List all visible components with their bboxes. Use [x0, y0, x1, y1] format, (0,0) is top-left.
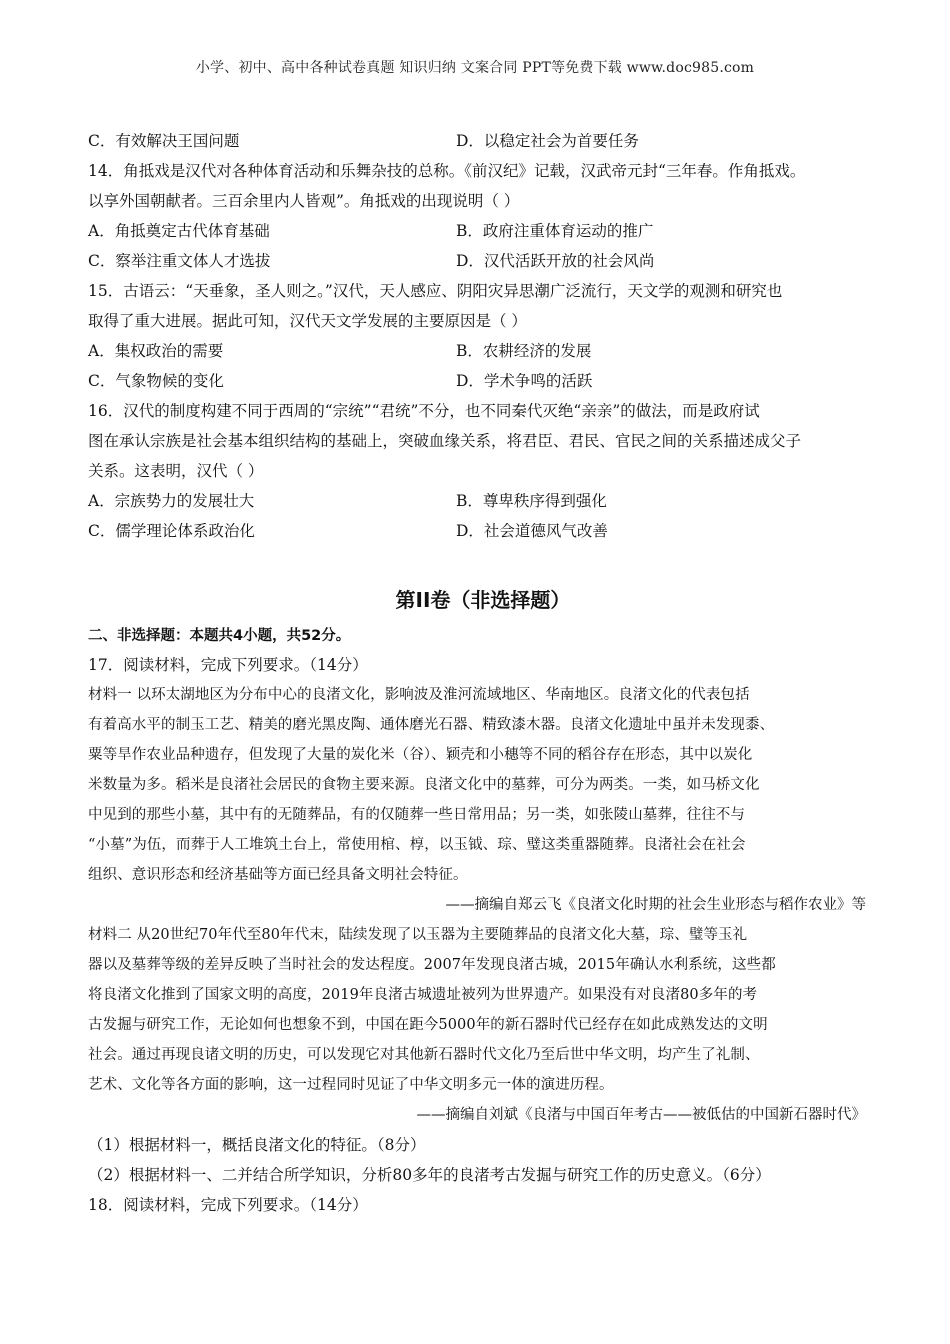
q13-option-d: D．以稳定社会为首要任务 [456, 132, 639, 150]
part2-title: 第II卷（非选择题） [395, 588, 571, 612]
q17-subquestion-2: （2）根据材料一、二并结合所学知识，分析80多年的良渚考古发掘与研究工作的历史意义。（6分） [88, 1166, 771, 1184]
q15-option-b: B．农耕经济的发展 [456, 342, 592, 360]
q15-options-ab [88, 336, 878, 366]
q15-stem-line2: 取得了重大进展。据此可知，汉代天文学发展的主要原因是（ ） [88, 312, 527, 330]
q13-option-c: C．有效解决王国问题 [88, 132, 240, 150]
q17-material1-source: ——摘编自郑云飞《良渚文化时期的社会生业形态与稻作农业》等 [445, 897, 866, 913]
q14-option-a: A．角抵奠定古代体育基础 [88, 222, 270, 240]
q14-options-cd [88, 246, 878, 276]
q14-stem-line2: 以享外国朝献者。三百余里内人皆观”。角抵戏的出现说明（ ） [88, 192, 520, 210]
q17-material1-line: 材料一 以环太湖地区为分布中心的良渚文化，影响波及淮河流域地区、华南地区。良渚文化的代表包括 [88, 687, 750, 703]
q17-material1-line: 有着高水平的制玉工艺、精美的磨光黑皮陶、通体磨光石器、精致漆木器。良渚文化遗址中虽并未发现黍、 [88, 717, 775, 733]
part2-subtitle: 二、非选择题：本题共4小题，共52分。 [88, 628, 351, 644]
q16-option-a: A．宗族势力的发展壮大 [88, 492, 255, 510]
q17-material2-line: 社会。通过再现良诸文明的历史，可以发现它对其他新石器时代文化乃至后世中华文明，均产生了礼制、 [88, 1047, 760, 1063]
q15-option-c: C．气象物候的变化 [88, 372, 224, 390]
q15-option-d: D．学术争鸣的活跃 [456, 372, 593, 390]
q17-material2-line: 将良渚文化推到了国家文明的高度，2019年良渚古城遗址被列为世界遗产。如果没有对良渚80多年的考 [88, 987, 758, 1003]
q16-stem-line3: 关系。这表明，汉代（ ） [88, 462, 264, 480]
q16-options-cd [88, 516, 878, 546]
q15-option-a: A．集权政治的需要 [88, 342, 224, 360]
q15-options-cd [88, 366, 878, 396]
q17-material2-line: 艺术、文化等各方面的影响，这一过程同时见证了中华文明多元一体的演进历程。 [88, 1077, 614, 1093]
q14-stem-line1: 14．角抵戏是汉代对各种体育活动和乐舞杂技的总称。《前汉纪》记载，汉武帝元封“三年春。作角抵戏。 [88, 162, 806, 180]
exam-content [88, 126, 878, 1220]
q15-stem-line1: 15．古语云：“天垂象，圣人则之。”汉代，天人感应、阴阳灾异思潮广泛流行，天文学的观测和研究也 [88, 282, 783, 300]
q17-material1-line: “小墓”为伍，而葬于人工堆筑土台上，常使用棺、椁，以玉钺、琮、璧这类重器随葬。良渚社会在社会 [88, 837, 746, 853]
q16-option-c: C．儒学理论体系政治化 [88, 522, 255, 540]
q17-material2-line: 器以及墓葬等级的差异反映了当时社会的发达程度。2007年发现良渚古城，2015年确认水利系统，这些都 [88, 957, 776, 973]
q16-option-d: D．社会道德风气改善 [456, 522, 608, 540]
q16-stem-line1: 16．汉代的制度构建不同于西周的“宗统”“君统”不分，也不同秦代灭绝“亲亲”的做法，而是政府试 [88, 402, 760, 420]
q18-stem: 18．阅读材料，完成下列要求。（14分） [88, 1196, 368, 1214]
q17-stem: 17．阅读材料，完成下列要求。（14分） [88, 656, 368, 674]
q16-options-ab [88, 486, 878, 516]
q17-material2-line: 材料二 从20世纪70年代至80年代末，陆续发现了以玉器为主要随葬品的良渚文化大墓，琮、璧等玉礼 [88, 927, 748, 943]
q17-material1-line: 中见到的那些小墓，其中有的无随葬品，有的仅随葬一些日常用品；另一类，如张陵山墓葬，往往不与 [88, 807, 745, 823]
q14-options-ab [88, 216, 878, 246]
page-header: 小学、初中、高中各种试卷真题 知识归纳 文案合同 PPT等免费下载 www.doc985.com [195, 60, 755, 76]
q17-material1-line: 粟等旱作农业品种遗存，但发现了大量的炭化米（谷）、颖壳和小穗等不同的稻谷存在形态，其中以炭化 [88, 747, 753, 763]
q14-option-b: B．政府注重体育运动的推广 [456, 222, 654, 240]
q17-material1-line: 米数量为多。稻米是良渚社会居民的食物主要来源。良渚文化中的墓葬，可分为两类。一类，如马桥文化 [88, 777, 760, 793]
q14-option-c: C．察举注重文体人才选拔 [88, 252, 271, 270]
q17-material2-source: ——摘编自刘斌《良渚与中国百年考古——被低估的中国新石器时代》 [416, 1107, 866, 1123]
q16-stem-line2: 图在承认宗族是社会基本组织结构的基础上，突破血缘关系，将君臣、君民、官民之间的关系描述成父子 [88, 432, 802, 450]
q17-material2-line: 古发掘与研究工作，无论如何也想象不到，中国在距今5000年的新石器时代已经存在如此成熟发达的文明 [88, 1017, 768, 1033]
q17-material1-line: 组织、意识形态和经济基础等方面已经具备文明社会特征。 [88, 867, 468, 883]
q17-subquestion-1: （1）根据材料一，概括良渚文化的特征。（8分） [88, 1136, 426, 1154]
q13-options-cd [88, 126, 878, 156]
q16-option-b: B．尊卑秩序得到强化 [456, 492, 607, 510]
q14-option-d: D．汉代活跃开放的社会风尚 [456, 252, 655, 270]
